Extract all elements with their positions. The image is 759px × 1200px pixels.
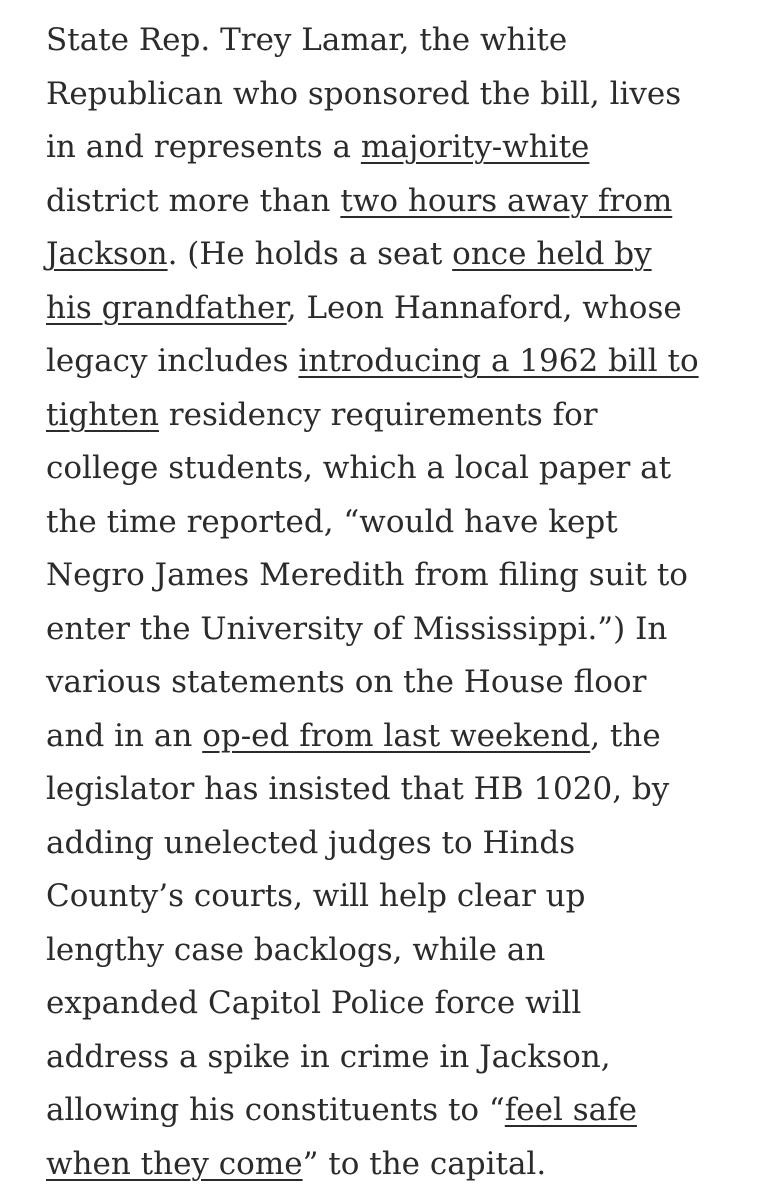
text-line — [46, 228, 736, 282]
text-segment: address a spike in crime in Jackson, — [46, 1038, 611, 1075]
text-segment: district more than — [46, 182, 341, 219]
text-segment: legacy includes — [46, 343, 299, 379]
text-line — [46, 442, 736, 496]
link-once-held-by-his-grandfather[interactable]: once held by — [452, 236, 652, 272]
text-segment: legislator has insisted that HB 1020, by — [46, 771, 670, 807]
link-op-ed-from-last-weekend[interactable]: op-ed from last weekend — [202, 717, 591, 754]
text-line — [46, 14, 736, 68]
text-line — [46, 1084, 736, 1138]
text-line — [46, 282, 736, 336]
text-line — [46, 1031, 736, 1085]
link-majority-white[interactable]: majority-white — [360, 129, 590, 165]
text-segment: the time reported, “would have kept — [46, 503, 618, 540]
text-segment: Negro James Meredith from filing suit to — [46, 557, 688, 593]
link-once-held-by-his-grandfather[interactable]: his grandfather — [46, 289, 287, 326]
text-segment: college students, which a local paper at — [46, 450, 672, 486]
text-line — [46, 175, 736, 229]
text-segment: ” to the capital. — [302, 1145, 547, 1182]
text-segment: residency requirements for — [158, 396, 598, 433]
link-two-hours-away-from-jackson[interactable]: Jackson — [46, 236, 168, 272]
text-line — [46, 710, 736, 764]
text-segment: in and represents a — [46, 129, 361, 165]
link-two-hours-away-from-jackson[interactable]: two hours away from — [340, 182, 673, 219]
link-feel-safe-when-they-come[interactable]: feel safe — [504, 1092, 637, 1128]
text-segment: County’s courts, will help clear up — [46, 878, 586, 914]
text-segment: . (He holds a seat — [167, 236, 453, 272]
text-line — [46, 549, 736, 603]
text-segment: , Leon Hannaford, whose — [286, 289, 682, 326]
text-line — [46, 763, 736, 817]
text-line — [46, 1138, 736, 1192]
text-segment: enter the University of Mississippi.”) In — [46, 610, 668, 647]
text-segment: adding unelected judges to Hinds — [46, 824, 576, 861]
text-line — [46, 121, 736, 175]
text-segment: , the — [590, 717, 661, 754]
text-segment: various statements on the House floor — [46, 664, 647, 700]
text-line — [46, 496, 736, 550]
text-segment: expanded Capitol Police force will — [46, 985, 582, 1021]
text-line — [46, 817, 736, 871]
text-line — [46, 68, 736, 122]
text-line — [46, 977, 736, 1031]
link-feel-safe-when-they-come[interactable]: when they come — [46, 1145, 303, 1182]
link-introducing-1962-bill[interactable]: introducing a 1962 bill to — [298, 343, 699, 379]
article-paragraph — [46, 14, 736, 1191]
text-line — [46, 335, 736, 389]
text-segment: State Rep. Trey Lamar, the white — [46, 22, 568, 58]
text-line — [46, 656, 736, 710]
text-segment: Republican who sponsored the bill, lives — [46, 75, 682, 112]
text-segment: allowing his constituents to “ — [46, 1092, 505, 1128]
link-introducing-1962-bill[interactable]: tighten — [46, 396, 159, 433]
text-line — [46, 603, 736, 657]
text-line — [46, 389, 736, 443]
text-line — [46, 870, 736, 924]
text-segment: lengthy case backlogs, while an — [46, 931, 546, 968]
text-line — [46, 924, 736, 978]
text-segment: and in an — [46, 717, 203, 754]
